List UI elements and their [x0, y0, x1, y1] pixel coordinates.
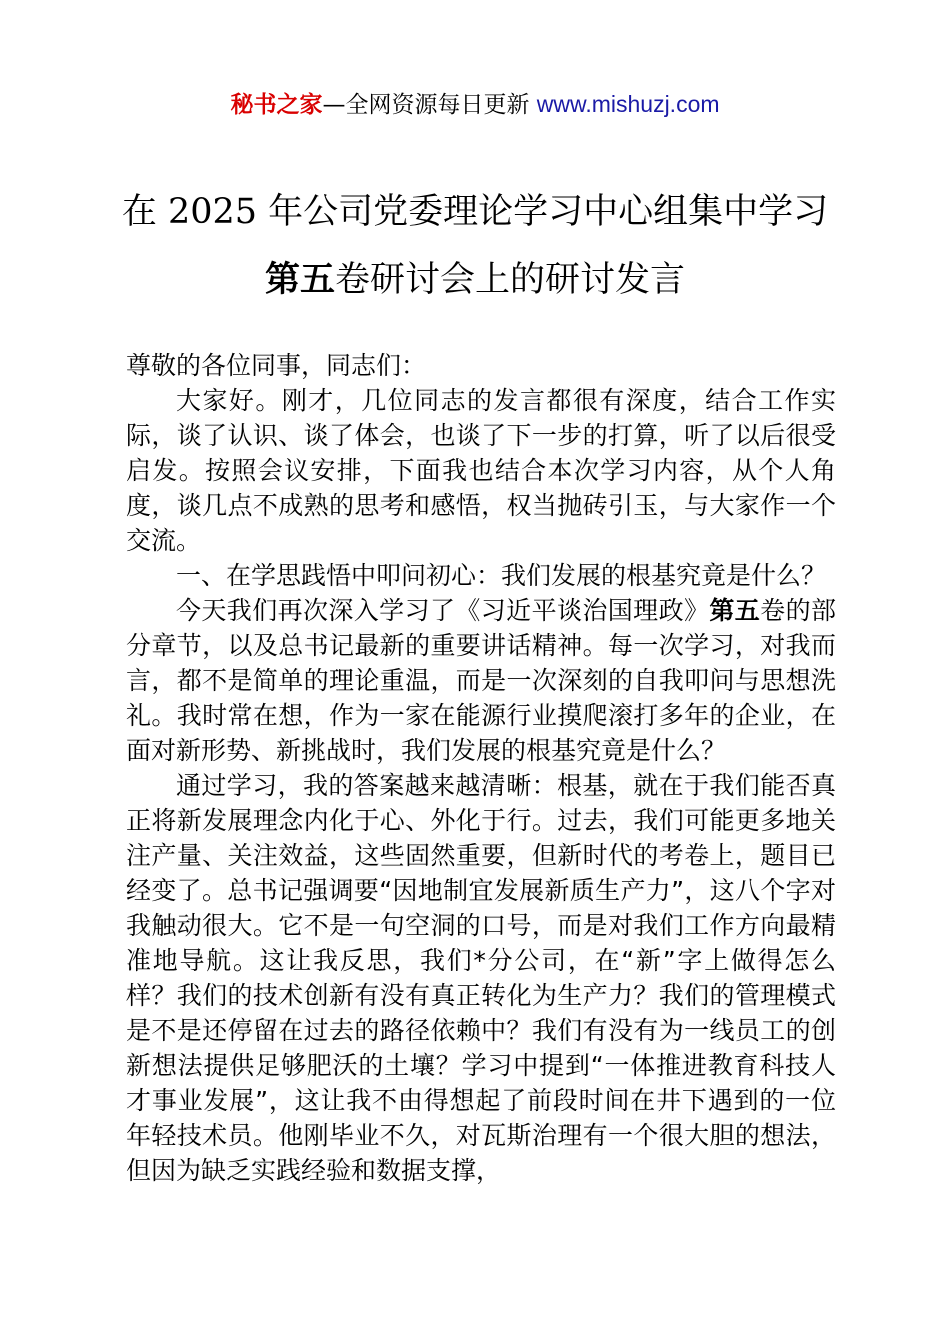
paragraph-reflection: 通过学习，我的答案越来越清晰：根基，就在于我们能否真正将新发展理念内化于心、外化于行。过去，我们可能更多地关注产量、关注效益，这些固然重要，但新时代的考卷上，题目已经变了。总书记强调要“因地制宜发展新质生产力”，这八个字对我触动很大。它不是一句空洞的口号，而是对我们工作方向最精准地导航。这让我反思，我们*分公司，在“新”字上做得怎么样？我们的技术创新有没有真正转化为生产力？我们的管理模式是不是还停留在过去的路径依赖中？我们有没有为一线员工的创新想法提供足够肥沃的土壤？学习中提到“一体推进教育科技人才事业发展”，这让我不由得想起了前段时间在井下遇到的一位年轻技术员。他刚毕业不久，对瓦斯治理有一个很大胆的想法，但因为缺乏实践经验和数据支撑， [126, 771, 836, 1185]
paragraph-study-part-b: 卷的部分章节，以及总书记最新的重要讲话精神。每一次学习，对我而言，都不是简单的理论重温，而是一次深刻的自我叩问与思想洗礼。我时常在想，作为一家在能源行业摸爬滚打多年的企业，在面对新形势、新挑战时，我们发展的根基究竟是什么？ [126, 596, 836, 765]
paragraph-opening: 大家好。刚才，几位同志的发言都很有深度，结合工作实际，谈了认识、谈了体会，也谈了下一步的打算，听了以后很受启发。按照会议安排，下面我也结合本次学习内容，从个人角度，谈几点不成熟的思考和感悟，权当抛砖引玉，与大家作一个交流。 [126, 386, 836, 555]
section-heading-1: 一、在学思践悟中叩问初心：我们发展的根基究竟是什么？ [176, 561, 827, 590]
document-title-line-1: 在 2025 年公司党委理论学习中心组集中学习 [121, 192, 829, 232]
paragraph-study-bold: 第五 [709, 596, 761, 625]
document-body [126, 348, 836, 1188]
brand-name: 秘书之家 [230, 92, 323, 118]
salutation: 尊敬的各位同事，同志们： [126, 351, 427, 380]
paragraph-study-part-a: 今天我们再次深入学习了《习近平谈治国理政》 [176, 596, 710, 625]
title-rest-text: 卷研讨会上的研讨发言 [335, 260, 686, 300]
paragraph-study [126, 593, 836, 768]
title-bold-text: 第五 [264, 259, 335, 300]
site-tagline: —全网资源每日更新 [322, 92, 537, 118]
site-url-link[interactable]: www.mishuzj.com [536, 91, 720, 117]
site-header [0, 88, 950, 121]
document-title-line-2 [0, 258, 950, 302]
